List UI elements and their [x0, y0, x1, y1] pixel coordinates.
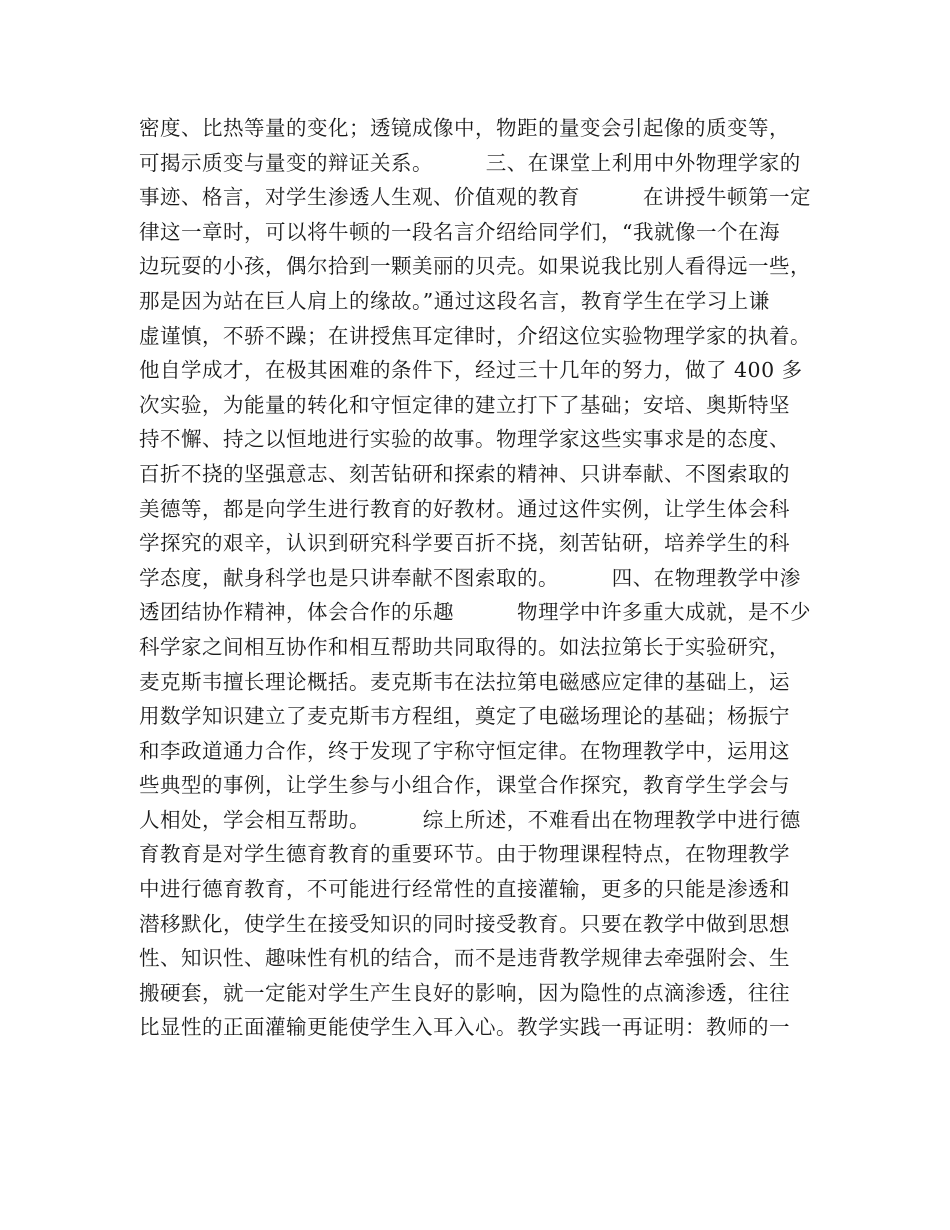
text-line: 百折不挠的坚强意志、刻苦钻研和探索的精神、只讲奉献、不图索取的 — [139, 461, 790, 486]
text-line: 用数学知识建立了麦克斯韦方程组，奠定了电磁场理论的基础；杨振宁 — [139, 704, 790, 729]
text-line: 持不懈、持之以恒地进行实验的故事。物理学家这些实事求是的态度、 — [139, 427, 790, 452]
text-line: 人相处，学会相互帮助。 综上所述，不难看出在物理教学中进行德 — [139, 807, 801, 832]
text-line: 些典型的事例，让学生参与小组合作，课堂合作探究，教育学生学会与 — [139, 773, 790, 798]
text-line: 美德等，都是向学生进行教育的好教材。通过这件实例，让学生体会科 — [139, 496, 790, 521]
text-line: 潜移默化，使学生在接受知识的同时接受教育。只要在教学中做到思想 — [139, 911, 790, 936]
text-line: 他自学成才，在极其困难的条件下，经过三十几年的努力，做了 400 多 — [139, 358, 803, 383]
text-line: 密度、比热等量的变化；透镜成像中，物距的量变会引起像的质变等， — [139, 116, 790, 140]
text-line: 次实验，为能量的转化和守恒定律的建立打下了基础；安培、奥斯特坚 — [139, 392, 790, 417]
text-line: 和李政道通力合作，终于发现了宇称守恒定律。在物理教学中，运用这 — [139, 738, 790, 763]
text-line: 性、知识性、趣味性有机的结合，而不是违背教学规律去牵强附会、生 — [139, 946, 790, 971]
text-line: 科学家之间相互协作和相互帮助共同取得的。如法拉第长于实验研究， — [139, 634, 790, 659]
text-line: 律这一章时，可以将牛顿的一段名言介绍给同学们，“我就像一个在海 — [139, 219, 780, 244]
text-line: 那是因为站在巨人肩上的缘故。”通过这段名言，教育学生在学习上谦 — [139, 288, 770, 313]
text-line: 比显性的正面灌输更能使学生入耳入心。教学实践一再证明：教师的一 — [139, 1015, 790, 1040]
text-line: 麦克斯韦擅长理论概括。麦克斯韦在法拉第电磁感应定律的基础上，运 — [139, 669, 790, 694]
text-line: 透团结协作精神，体会合作的乐趣 物理学中许多重大成就，是不少 — [139, 600, 811, 625]
text-line: 中进行德育教育，不可能进行经常性的直接灌输，更多的只能是渗透和 — [139, 877, 790, 902]
text-line: 可揭示质变与量变的辩证关系。 三、在课堂上利用中外物理学家的 — [139, 150, 801, 175]
text-line: 事迹、格言，对学生渗透人生观、价值观的教育 在讲授牛顿第一定 — [139, 185, 811, 210]
text-line: 虚谨慎，不骄不躁；在讲授焦耳定律时，介绍这位实验物理学家的执着。 — [139, 323, 811, 348]
text-line: 育教育是对学生德育教育的重要环节。由于物理课程特点，在物理教学 — [139, 842, 790, 867]
text-line: 边玩耍的小孩，偶尔拾到一颗美丽的贝壳。如果说我比别人看得远一些， — [139, 254, 811, 279]
text-line: 学探究的艰辛，认识到研究科学要百折不挠，刻苦钻研，培养学生的科 — [139, 531, 790, 556]
body-text — [139, 111, 829, 1045]
text-line: 搬硬套，就一定能对学生产生良好的影响，因为隐性的点滴渗透，往往 — [139, 980, 790, 1005]
text-line: 学态度，献身科学也是只讲奉献不图索取的。 四、在物理教学中渗 — [139, 565, 801, 590]
